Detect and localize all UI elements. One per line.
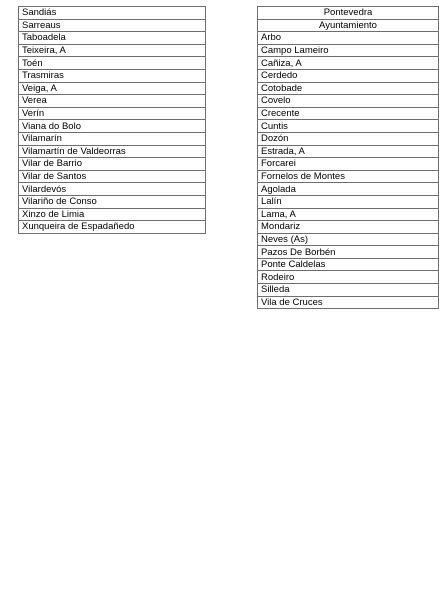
table-row	[19, 158, 206, 171]
municipality-name: Vilardevós	[19, 183, 206, 196]
table-row	[258, 170, 439, 183]
table-row	[258, 221, 439, 234]
municipality-name: Sarreaus	[19, 19, 206, 32]
table-row	[258, 57, 439, 70]
table-row	[258, 233, 439, 246]
table-row	[19, 183, 206, 196]
municipality-name: Teixeira, A	[19, 44, 206, 57]
municipality-name: Cotobade	[258, 82, 439, 95]
table-row	[258, 32, 439, 45]
table-row	[19, 132, 206, 145]
municipality-name: Ponte Caldelas	[258, 258, 439, 271]
table-row	[19, 82, 206, 95]
table-row	[258, 107, 439, 120]
province-header-row	[258, 7, 439, 20]
municipality-table-left	[18, 6, 206, 234]
table-row	[258, 258, 439, 271]
table-row	[258, 69, 439, 82]
municipality-name: Forcarei	[258, 158, 439, 171]
table-row	[258, 246, 439, 259]
municipality-name: Xunqueira de Espadañedo	[19, 221, 206, 234]
municipality-name: Campo Lameiro	[258, 44, 439, 57]
municipality-name: Vilariño de Conso	[19, 195, 206, 208]
municipality-name: Toén	[19, 57, 206, 70]
table-row	[19, 7, 206, 20]
municipality-name: Agolada	[258, 183, 439, 196]
table-row	[19, 120, 206, 133]
table-row	[258, 82, 439, 95]
table-row	[19, 57, 206, 70]
municipality-table-pontevedra	[257, 6, 439, 309]
table-row	[19, 221, 206, 234]
table-row	[19, 195, 206, 208]
municipality-name: Trasmiras	[19, 69, 206, 82]
municipality-name: Cañiza, A	[258, 57, 439, 70]
municipality-name: Covelo	[258, 95, 439, 108]
table-row	[258, 296, 439, 309]
municipality-name: Vilar de Barrio	[19, 158, 206, 171]
municipality-name: Taboadela	[19, 32, 206, 45]
municipality-name: Rodeiro	[258, 271, 439, 284]
municipality-name: Pazos De Borbén	[258, 246, 439, 259]
municipality-name: Neves (As)	[258, 233, 439, 246]
municipality-name: Sandiás	[19, 7, 206, 20]
table-row	[19, 19, 206, 32]
table-row	[19, 69, 206, 82]
table-row	[19, 107, 206, 120]
table-row	[258, 145, 439, 158]
table-row	[258, 44, 439, 57]
municipality-name: Silleda	[258, 284, 439, 297]
table-row	[19, 208, 206, 221]
table-row	[258, 120, 439, 133]
municipality-name: Vila de Cruces	[258, 296, 439, 309]
municipality-name: Crecente	[258, 107, 439, 120]
municipality-name: Vilamarín	[19, 132, 206, 145]
municipality-name: Vilamartín de Valdeorras	[19, 145, 206, 158]
municipality-name: Veiga, A	[19, 82, 206, 95]
municipality-name: Verea	[19, 95, 206, 108]
table-row	[258, 195, 439, 208]
column-header-ayuntamiento: Ayuntamiento	[258, 19, 439, 32]
table-row	[258, 95, 439, 108]
municipality-name: Lama, A	[258, 208, 439, 221]
municipality-table-pontevedra-body	[258, 7, 439, 309]
table-row	[19, 32, 206, 45]
table-row	[258, 284, 439, 297]
municipality-name: Mondariz	[258, 221, 439, 234]
municipality-name: Viana do Bolo	[19, 120, 206, 133]
table-row	[258, 158, 439, 171]
municipality-name: Cuntis	[258, 120, 439, 133]
table-row	[258, 132, 439, 145]
municipality-name: Estrada, A	[258, 145, 439, 158]
table-row	[19, 44, 206, 57]
municipality-table-left-body	[19, 7, 206, 234]
column-header-row	[258, 19, 439, 32]
table-row	[19, 170, 206, 183]
table-row	[258, 271, 439, 284]
municipality-name: Xinzo de Limia	[19, 208, 206, 221]
municipality-name: Arbo	[258, 32, 439, 45]
municipality-name: Dozón	[258, 132, 439, 145]
table-row	[19, 95, 206, 108]
municipality-name: Vilar de Santos	[19, 170, 206, 183]
table-row	[19, 145, 206, 158]
province-name: Pontevedra	[258, 7, 439, 20]
municipality-name: Verín	[19, 107, 206, 120]
municipality-name: Lalín	[258, 195, 439, 208]
municipality-name: Cerdedo	[258, 69, 439, 82]
table-row	[258, 183, 439, 196]
table-row	[258, 208, 439, 221]
municipality-name: Fornelos de Montes	[258, 170, 439, 183]
